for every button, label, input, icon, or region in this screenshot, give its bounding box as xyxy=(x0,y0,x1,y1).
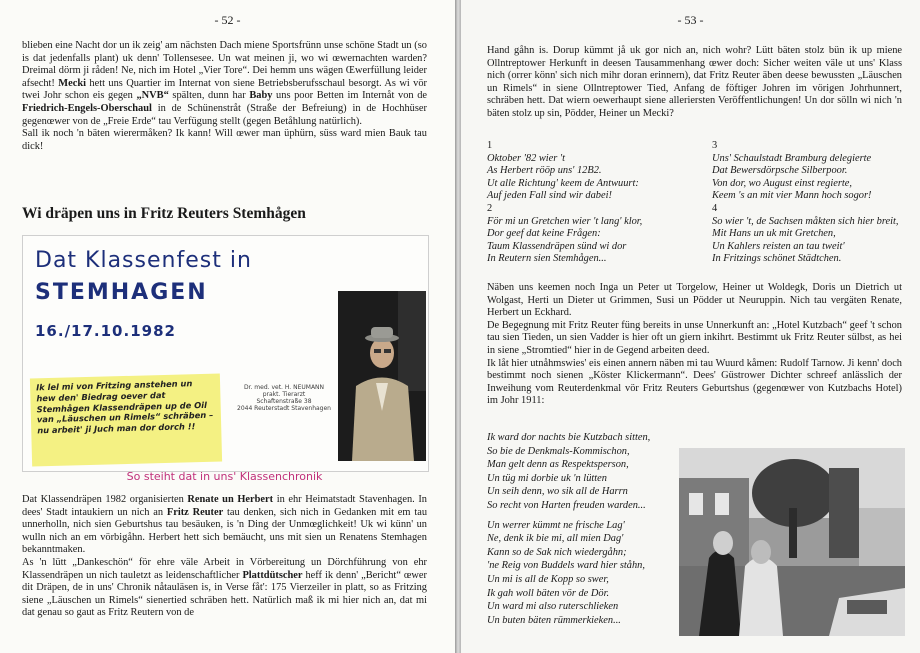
bold-run: Friedrich-Engels-Oberschaul xyxy=(22,102,152,114)
verse-line: In Reutern sien Stemhågen... xyxy=(487,253,607,265)
poem-line: 'ne Reig von Buddels ward hier ståhn, xyxy=(487,560,645,572)
page-number-left: - 52 - xyxy=(214,13,241,27)
business-card xyxy=(229,384,339,412)
bold-run: „NVB“ xyxy=(136,90,169,102)
text-run: in de Schünenstråt (Straße der Befreiung) in de Hochhüser gegenœwer von de „Freie Erde“ tau Verfügung stellt (gegen Betåhlung natürlich). xyxy=(22,102,427,127)
card-line-3: Schaftenstraße 38 xyxy=(256,398,312,405)
names-paragraph: Näben uns keemen noch Inga un Peter ut Torgelow, Heiner ut Woldegk, Doris un Dietrich ut Wolgast, Herti un Dieter ut Grimmen, Susi un Pödder ut Neuruppin. Nich tau vergäten Renate, Herbert un Eckhard. xyxy=(487,282,902,319)
verse-line: Keem 's an mit vier Mann hoch sogor! xyxy=(712,190,872,202)
bold-run: Baby xyxy=(249,90,273,102)
top-paragraph: Hand gåhn is. Dorup kümmt jå uk gor nich an, nich wohr? Lütt bäten stolz bün ik up miene Ollntreptower Herkunft in deesen Tausammenhang œwer doch: Sicher weiten väle ut uns' Klass nich (orrer könn' sich nich mihr doran erinnern), dat Fritz Reuter äben deese bewussten „Läuschen un Rimels“ in siene Ollntreptower Tied, Anfang de föftiger Johren im vörigen Johrhunnert, schräben hett. Dat wiern oewerhaupt siene alleriersten Veröffentlichungen! Un dor sölln wi nich 'n bäten stolz up sin, Pödder, Heiner un Mecki? xyxy=(487,45,902,119)
poem-line: Man gelt denn as Respektsperson, xyxy=(487,459,629,471)
poem-line: Un mi is all de Kopp so swer, xyxy=(487,573,609,585)
card-line-1: Dr. med. vet. H. NEUMANN xyxy=(243,384,325,391)
verse-line: Ut alle Richtung' keem de Antwuurt: xyxy=(487,177,639,189)
handwritten-title-1: Dat Klassenfest in xyxy=(35,248,252,273)
text-run: Dat Klassendräpen 1982 organisierten xyxy=(22,494,188,505)
text-run: As 'n lütt „Dankeschön“ för ehre väle Arbeit in Vörbereitung un Dörchführung von ehr Klassendräpen un nich tauletzt as leidenschaftlicher xyxy=(22,556,427,581)
guest-paragraph: Ik låt hier utnåhmswies' eis einen annern näben mi tau Wuurd kåmen: Rudolf Tarnow. Ji kenn' doch bestimmt noch sienen „Köster Klickermann“. Dees' Güstrower Dichter schreef anlässlich der Inweihung vom Reuterdenkmal vör Fritz Reuters Geburtshus (gegenœwer von Kutzbachs Hotel) im Johr 1911: xyxy=(487,357,902,407)
photo-caption: So steiht dat in uns' Klassenchronik xyxy=(126,470,323,483)
verse-line: Un Kahlers reisten an tau tweit' xyxy=(712,240,845,252)
text-run: in ehr Heimatstadt Stavenhagen. In dees' Stadt intaukiern un nich an xyxy=(22,494,427,518)
chronicle-photo xyxy=(22,235,429,472)
text-run: hett uns Quartier im Internat von siene Betriebsberufsschaul besorgt. As wi vör twei Johr schon eis gegen xyxy=(22,77,428,102)
page-number-right: - 53 - xyxy=(677,13,704,27)
left-page xyxy=(0,0,455,653)
verse-number: 2 xyxy=(487,202,493,214)
tarnow-poem xyxy=(487,431,687,627)
poem-line: Un werrer kümmt ne frische Lag' xyxy=(487,519,625,531)
poem-line: Kann so de Sak nich wiedergåhn; xyxy=(487,546,627,558)
closing-line: Sall ik noch 'n bäten wierermåken? Ik kann! Will œwer man üphürn, süss ward mien Bauk tau dick! xyxy=(22,128,427,152)
poem-line: Ik gah woll bäten vör de Dör. xyxy=(487,587,610,599)
poem-line: Un seih denn, wo sik all de Harrn xyxy=(487,486,628,498)
verse-line: Oktober '82 wier 't xyxy=(487,152,566,164)
bold-run: Mecki xyxy=(58,77,86,89)
poem-line: Ne, denk ik bie mi, all mien Dag' xyxy=(487,533,624,545)
bold-run: Renate un Herbert xyxy=(187,494,274,505)
verse-line: För mi un Gretchen wier 't lang' klor, xyxy=(487,215,643,227)
poem-line: Un tüg mi dorbie uk 'n lütten xyxy=(487,472,607,484)
body-text xyxy=(22,494,427,620)
verse-column-left xyxy=(487,140,692,266)
poem-line: Un buten bäten rümmerkieken... xyxy=(487,614,621,626)
text-run: uns poor Betten im Internåt von de xyxy=(272,90,427,102)
verse-line: In Fritzings schönet Städtchen. xyxy=(712,253,842,265)
section-heading: Wi dräpen uns in Fritz Reuters Stemhågen xyxy=(22,205,306,222)
portrait-photo xyxy=(338,291,426,461)
verse-line: Taum Klassendräpen sünd wi dor xyxy=(487,240,627,252)
verse-line: Von dor, wo August einst regierte, xyxy=(712,177,852,189)
right-page xyxy=(461,0,920,653)
intro-text xyxy=(22,40,427,153)
verse-line: So wier 't, de Sachsen måkten sich hier breit, xyxy=(712,215,899,227)
yellow-note: Ik lel mi von Fritzing anstehen un hew den' Biedrag oever dat Stemhågen Klassendräpen up de Oil van „Läuschen un Rimels“ schräben – nu arbeit' ji Juch man dor dorch !! xyxy=(30,374,222,467)
intro-paragraph xyxy=(22,40,427,128)
verse-line: Mit Hans un uk mit Gretchen, xyxy=(712,228,836,240)
verse-line: Dat Bewersdörpsche Silberpoor. xyxy=(712,165,848,177)
verse-number: 1 xyxy=(487,140,493,151)
poem-line: So bie de Denkmals-Kommischon, xyxy=(487,445,630,457)
verse-column-right xyxy=(712,140,917,266)
text-run: spälten, dunn har xyxy=(168,90,250,102)
poem-line: Un ward mi also ruterschlieken xyxy=(487,601,619,613)
verse-number: 3 xyxy=(712,140,718,151)
text-run: blieben eine Nacht dor un ik zeig' am nächsten Dach miene Sportsfrünn unse schöne Stadt un (so is dat jedenfalls plant) uk denn' Tollensesee. Un wat meinen ji, wo wi œwernachten warden? Dreimal dörm ji råden! Ne, nich im Hotel „Vier Tore“. Dei hemm uns wägen Œwerfüllung leider afsecht! xyxy=(22,40,427,89)
meeting-paragraph: De Begegnung mit Fritz Reuter füng bereits in unse Unnerkunft an: „Hotel Kutzbach“ geef 't schon tau sien Tieden, un sien Vadder is hier oft un giern inkihrt. Bestimmt uk Fritz Reuter sülbst, as hei in siene „Stromtied“ hier in de Gegend arbeiten deed. xyxy=(487,319,902,356)
verse-line: As Herbert rööp uns' 12B2. xyxy=(487,165,602,177)
bold-run: Plattdütscher xyxy=(242,569,303,581)
street-photo xyxy=(679,448,905,636)
card-line-4: 2044 Reuterstadt Stavenhagen xyxy=(237,405,331,412)
handwritten-title-2: STEMHAGEN xyxy=(35,280,208,305)
body-paragraph xyxy=(22,494,427,557)
verse-number: 4 xyxy=(712,202,718,214)
street-scene-illustration xyxy=(679,448,905,636)
portrait-illustration xyxy=(338,291,426,461)
poem-line: So recht von Harten freuden warden... xyxy=(487,499,646,511)
bold-run: Fritz Reuter xyxy=(166,506,224,518)
middle-text xyxy=(487,282,902,408)
verse-line: Uns' Schaulstadt Bramburg delegierte xyxy=(712,152,872,164)
text-run: tau denken, sich nich in Gedanken mit em tau unnerholln, nich sien Geburtshus tau besäuken, is 'n Ding der Unmœglichkeit! Uk wi künn' un wulln nich an em vörbigåhn. Herbert hett sich bemäucht, uns mit sien un Renatens Stemhagen bekanntmaken. xyxy=(22,506,428,556)
handwritten-date: 16./17.10.1982 xyxy=(35,322,176,340)
poem-line: Ik ward dor nachts bie Kutzbach sitten, xyxy=(487,432,651,443)
verse-line: Dor geef dat keine Frågen: xyxy=(487,228,601,240)
card-line-2: prakt. Tierarzt xyxy=(262,391,306,398)
body-paragraph-2 xyxy=(22,557,427,620)
verse-line: Auf jeden Fall sind wir dabei! xyxy=(487,190,612,202)
text-run: heff ik denn' „Bericht“ œwer dit Dräpen, de in uns' Chronik nåtauläsen is, in Verse fåt': 175 Vierzeiler in platt, so as Fritzing siene „Läuschen un Rimels“ sienertied schräben hett. Natürlich maß ik mi hier nich an, dat mi dat genau so gaut as Fritz Reutern von de xyxy=(22,569,427,619)
